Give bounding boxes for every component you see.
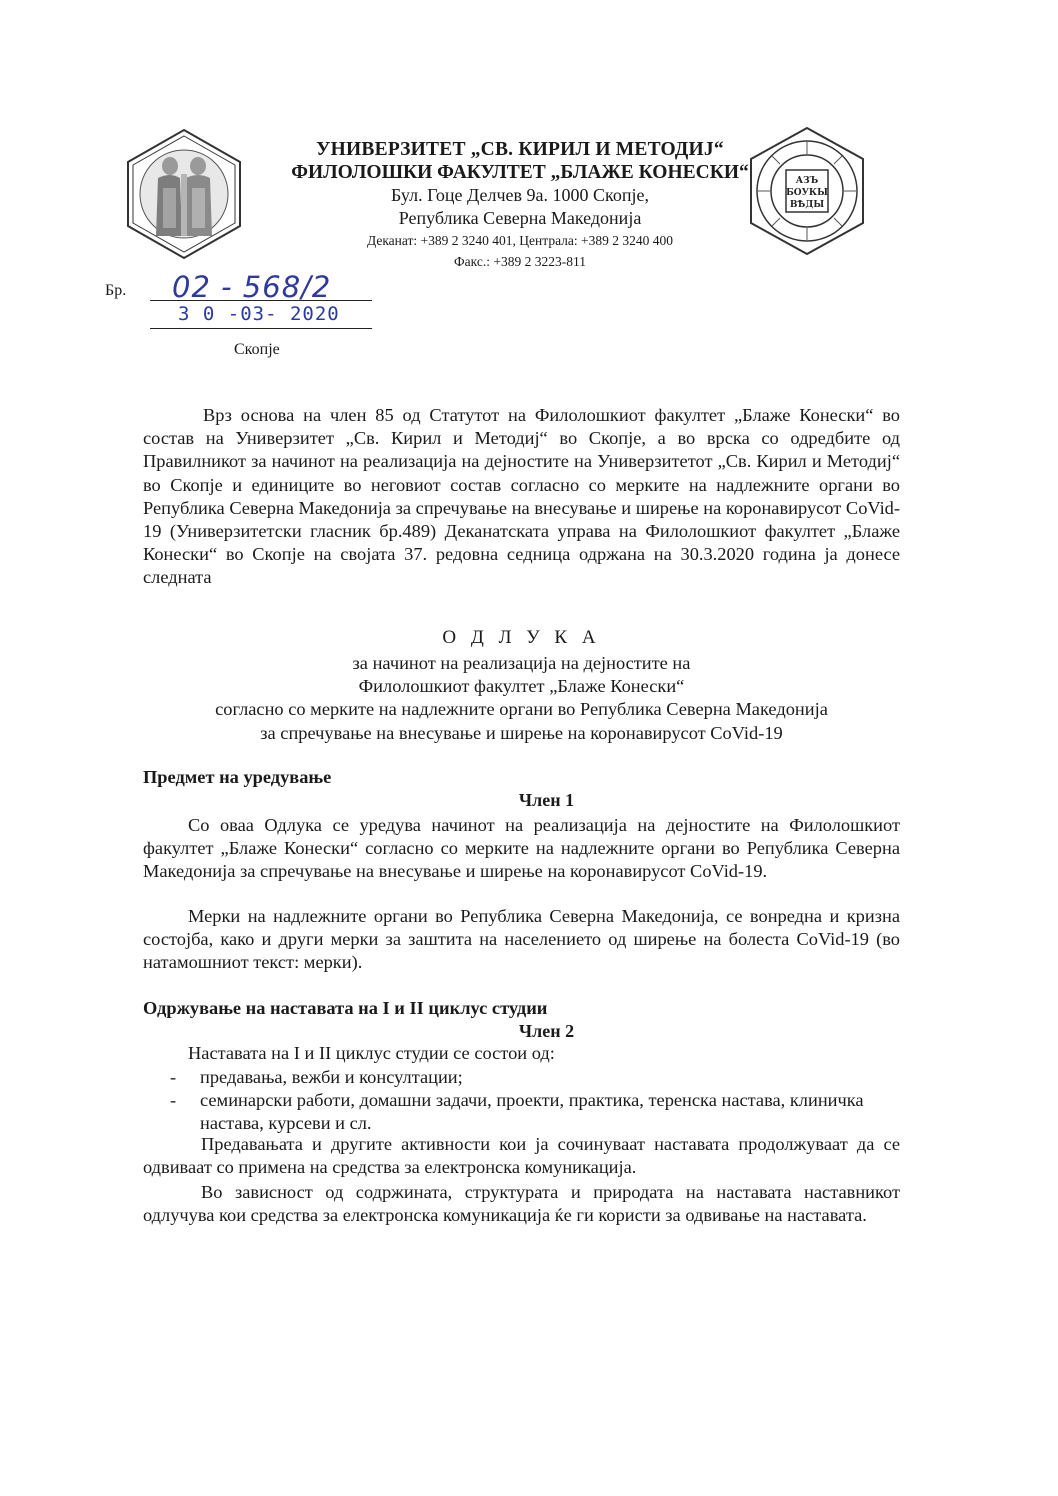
bullet-dash: - — [170, 1067, 177, 1087]
decision-title: О Д Л У К А — [442, 627, 601, 648]
list-item-text: предавања, вежби и консултации; — [200, 1067, 463, 1087]
address-line-1: Бул. Гоце Делчев 9а. 1000 Скопје, — [391, 185, 649, 205]
emblem-text-1: АЗЪ — [795, 176, 819, 186]
intro-paragraph: Врз основа на член 85 од Статутот на Филолошкиот факултет „Блаже Конески“ во состав на Универзитет „Св. Кирил и Методиј“ во Скопје, а во врска со одредбите од Правилникот за начинот на реализација на дејностите на Универзитетот „Св. Кирил и Методиј“ во Скопје и единиците во неговиот состав согласно со мерките на надлежните органи во Република Северна Македонија за спречување на внесување и ширење на коронавирусот CoVid-19 (Универзитетски гласник бр.489) Деканатската управа на Филолошкиот факултет „Блаже Конески“ во Скопје на својата 37. редовна седница одржана на 30.3.2020 година ја донесе следната — [143, 405, 900, 588]
city: Скопје — [234, 341, 280, 358]
article-2-intro: Наставата на I и II циклус студии се состои од: — [188, 1043, 555, 1063]
reference-number-handwritten: 02 - 568/2 — [172, 270, 332, 304]
section-1-title: Предмет на уредување — [143, 767, 332, 787]
decision-subtitle-line-4: за спречување на внесување и ширење на коронавирусот CoVid-19 — [260, 722, 783, 743]
faculty-emblem-logo — [742, 126, 872, 256]
article-1-paragraph-1: Со оваа Одлука се уредува начинот на реализација на дејностите на Филолошкиот факултет „Блаже Конески“ согласно со мерките на надлежните органи во Република Северна Македонија за спречување на внесување и ширење на коронавирусот CoVid-19. — [143, 815, 900, 882]
article-1-title: Член 1 — [518, 790, 575, 810]
article-1-paragraph-2: Мерки на надлежните органи во Република Северна Македонија, се вонредна и кризна состојба, како и други мерки за заштита на населението од ширење на болеста CoVid-19 (во натамошниот текст: мерки). — [143, 906, 900, 973]
letterhead — [250, 138, 790, 272]
list-item — [170, 1066, 900, 1089]
list-item — [170, 1089, 900, 1135]
phone-numbers: Деканат: +389 2 3240 401, Централа: +389 2 3240 400 — [366, 233, 674, 248]
decision-subtitle-line-1: за начинот на реализација на дејностите на — [352, 653, 691, 673]
address-line-2: Република Северна Македонија — [398, 208, 642, 228]
section-2-title: Одржување на наставата на I и II циклус студии — [143, 998, 548, 1018]
university-emblem-logo — [118, 128, 250, 260]
reference-label: Бр. — [105, 282, 127, 299]
university-name: УНИВЕРЗИТЕТ „СВ. КИРИЛ И МЕТОДИЈ“ — [316, 139, 724, 160]
article-2-paragraph-2: Предавањата и другите активности кои ја сочинуваат наставата продолжуваат да се одвиваат со примена на средства за електронска комуникација. — [143, 1134, 900, 1178]
article-2-title: Член 2 — [518, 1021, 575, 1041]
decision-subtitle-line-3: согласно со мерките на надлежните органи во Република Северна Македонија — [215, 699, 828, 720]
emblem-text-2: БОУКЫ — [786, 188, 828, 198]
decision-subtitle — [143, 652, 900, 745]
emblem-text-3: ВѢДЫ — [789, 200, 825, 210]
list-item-text: семинарски работи, домашни задачи, проекти, практика, теренска настава, клиничка настава, курсеви и сл. — [200, 1090, 864, 1134]
article-2-list — [170, 1066, 900, 1136]
fax-number: Факс.: +389 2 3223-811 — [454, 254, 586, 269]
decision-subtitle-line-2: Филолошкиот факултет „Блаже Конески“ — [358, 676, 685, 697]
article-2-paragraph-3: Во зависност од содржината, структурата и природата на наставата наставникот одлучува кои средства за електронска комуникација ќе ги користи за одвивање на наставата. — [143, 1182, 900, 1226]
reference-date-stamp: 3 0 -03- 2020 — [178, 303, 340, 325]
faculty-name: ФИЛОЛОШКИ ФАКУЛТЕТ „БЛАЖЕ КОНЕСКИ“ — [291, 162, 749, 183]
date-underline — [150, 328, 372, 329]
bullet-dash: - — [170, 1090, 177, 1111]
